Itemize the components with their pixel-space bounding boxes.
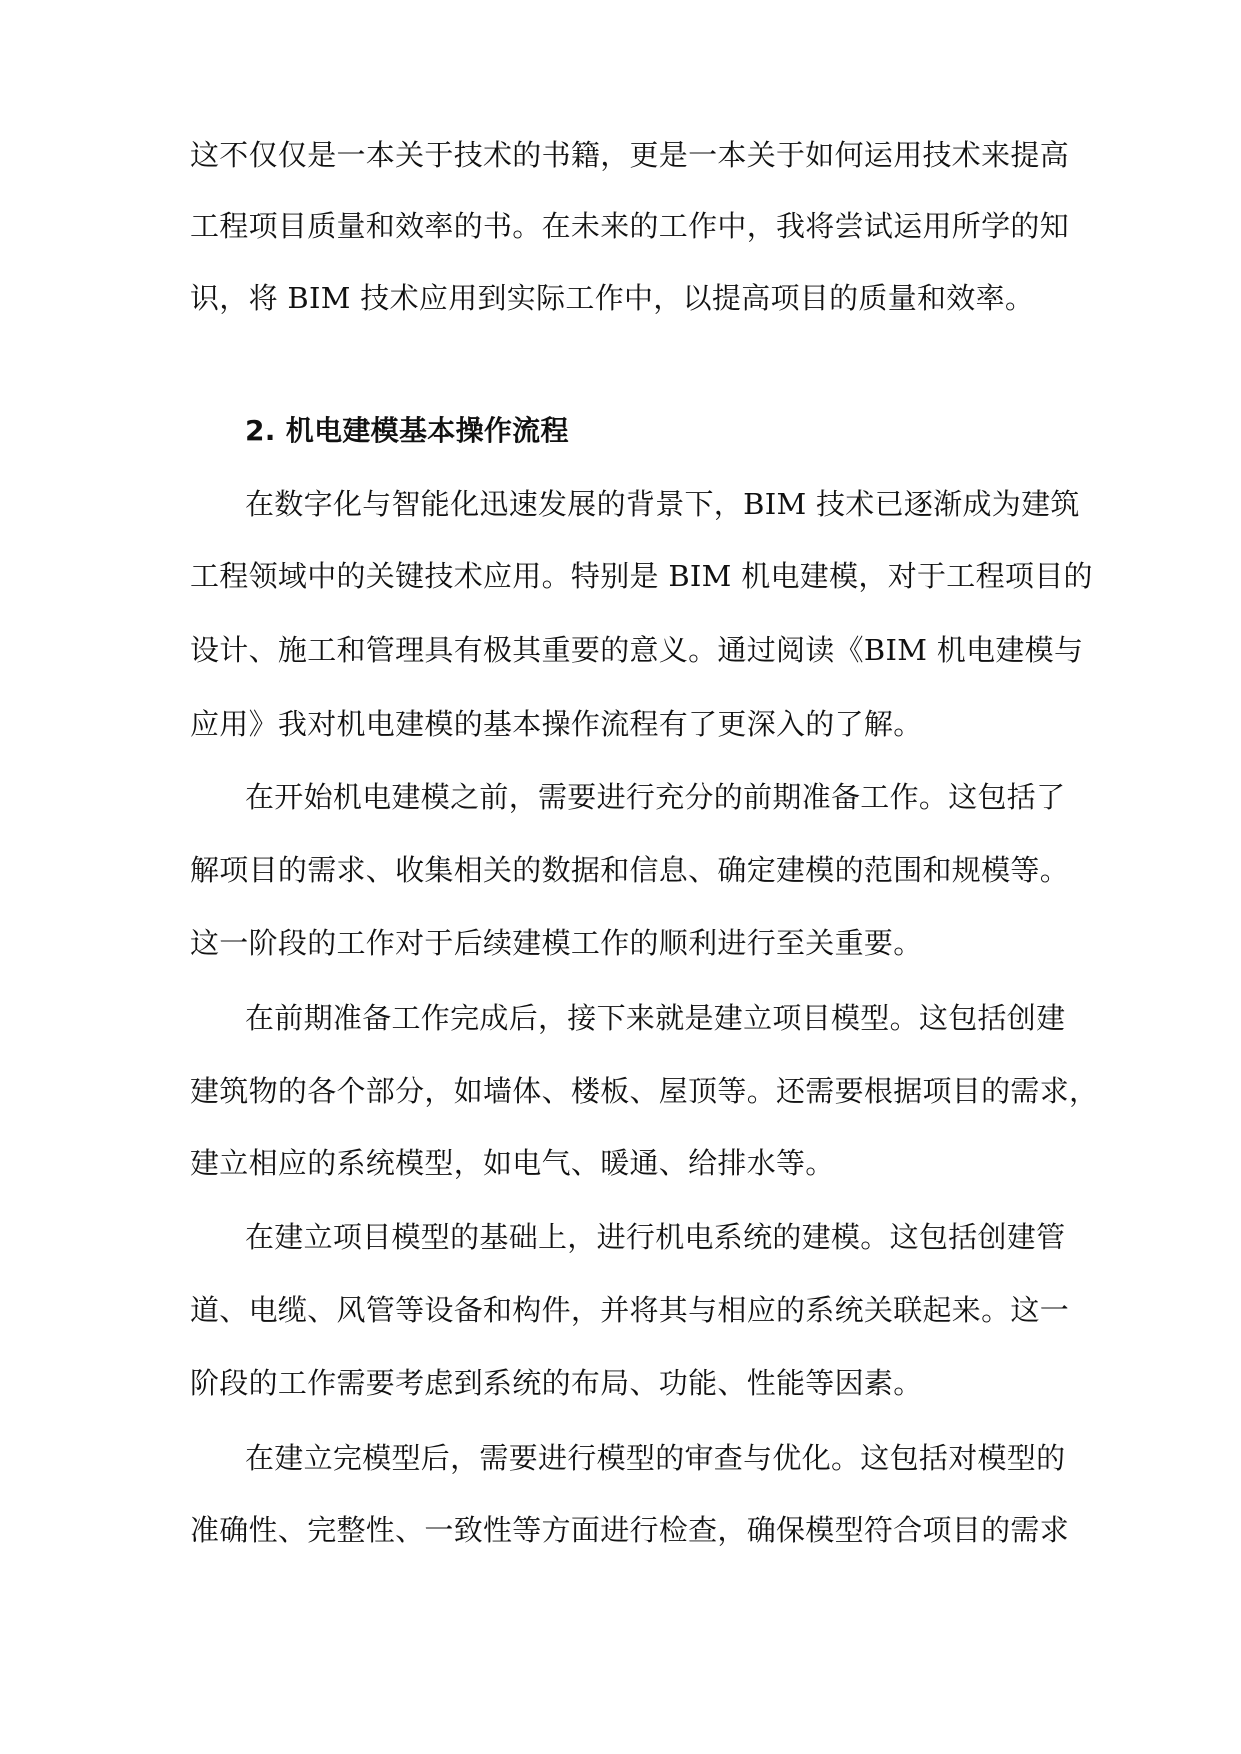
- section-heading: 2. 机电建模基本操作流程: [245, 414, 569, 447]
- text-line: 解项目的需求、收集相关的数据和信息、确定建模的范围和规模等。: [190, 853, 1070, 887]
- text-line: 道、电缆、风管等设备和构件，并将其与相应的系统关联起来。这一: [190, 1293, 1070, 1327]
- text-line: 建筑物的各个部分，如墙体、楼板、屋顶等。还需要根据项目的需求，: [190, 1074, 1099, 1108]
- text-line: 在前期准备工作完成后，接下来就是建立项目模型。这包括创建: [245, 1001, 1066, 1035]
- text-line: 建立相应的系统模型，如电气、暖通、给排水等。: [190, 1146, 835, 1180]
- text-line: 这不仅仅是一本关于技术的书籍，更是一本关于如何运用技术来提高: [190, 138, 1070, 172]
- text-line: 应用》我对机电建模的基本操作流程有了更深入的了解。: [190, 707, 923, 741]
- text-line: 工程领域中的关键技术应用。特别是 BIM 机电建模，对于工程项目的: [190, 559, 1093, 593]
- text-line: 阶段的工作需要考虑到系统的布局、功能、性能等因素。: [190, 1366, 923, 1400]
- text-line: 在开始机电建模之前，需要进行充分的前期准备工作。这包括了: [245, 780, 1066, 814]
- text-line: 识，将 BIM 技术应用到实际工作中，以提高项目的质量和效率。: [190, 281, 1035, 315]
- text-line: 在数字化与智能化迅速发展的背景下，BIM 技术已逐渐成为建筑: [245, 487, 1080, 521]
- text-line: 在建立完模型后，需要进行模型的审查与优化。这包括对模型的: [245, 1441, 1066, 1475]
- text-line: 准确性、完整性、一致性等方面进行检查，确保模型符合项目的需求: [190, 1513, 1070, 1547]
- text-line: 在建立项目模型的基础上，进行机电系统的建模。这包括创建管: [245, 1220, 1066, 1254]
- text-line: 设计、施工和管理具有极其重要的意义。通过阅读《BIM 机电建模与: [190, 633, 1084, 667]
- text-line: 这一阶段的工作对于后续建模工作的顺利进行至关重要。: [190, 926, 923, 960]
- text-line: 工程项目质量和效率的书。在未来的工作中，我将尝试运用所学的知: [190, 209, 1070, 243]
